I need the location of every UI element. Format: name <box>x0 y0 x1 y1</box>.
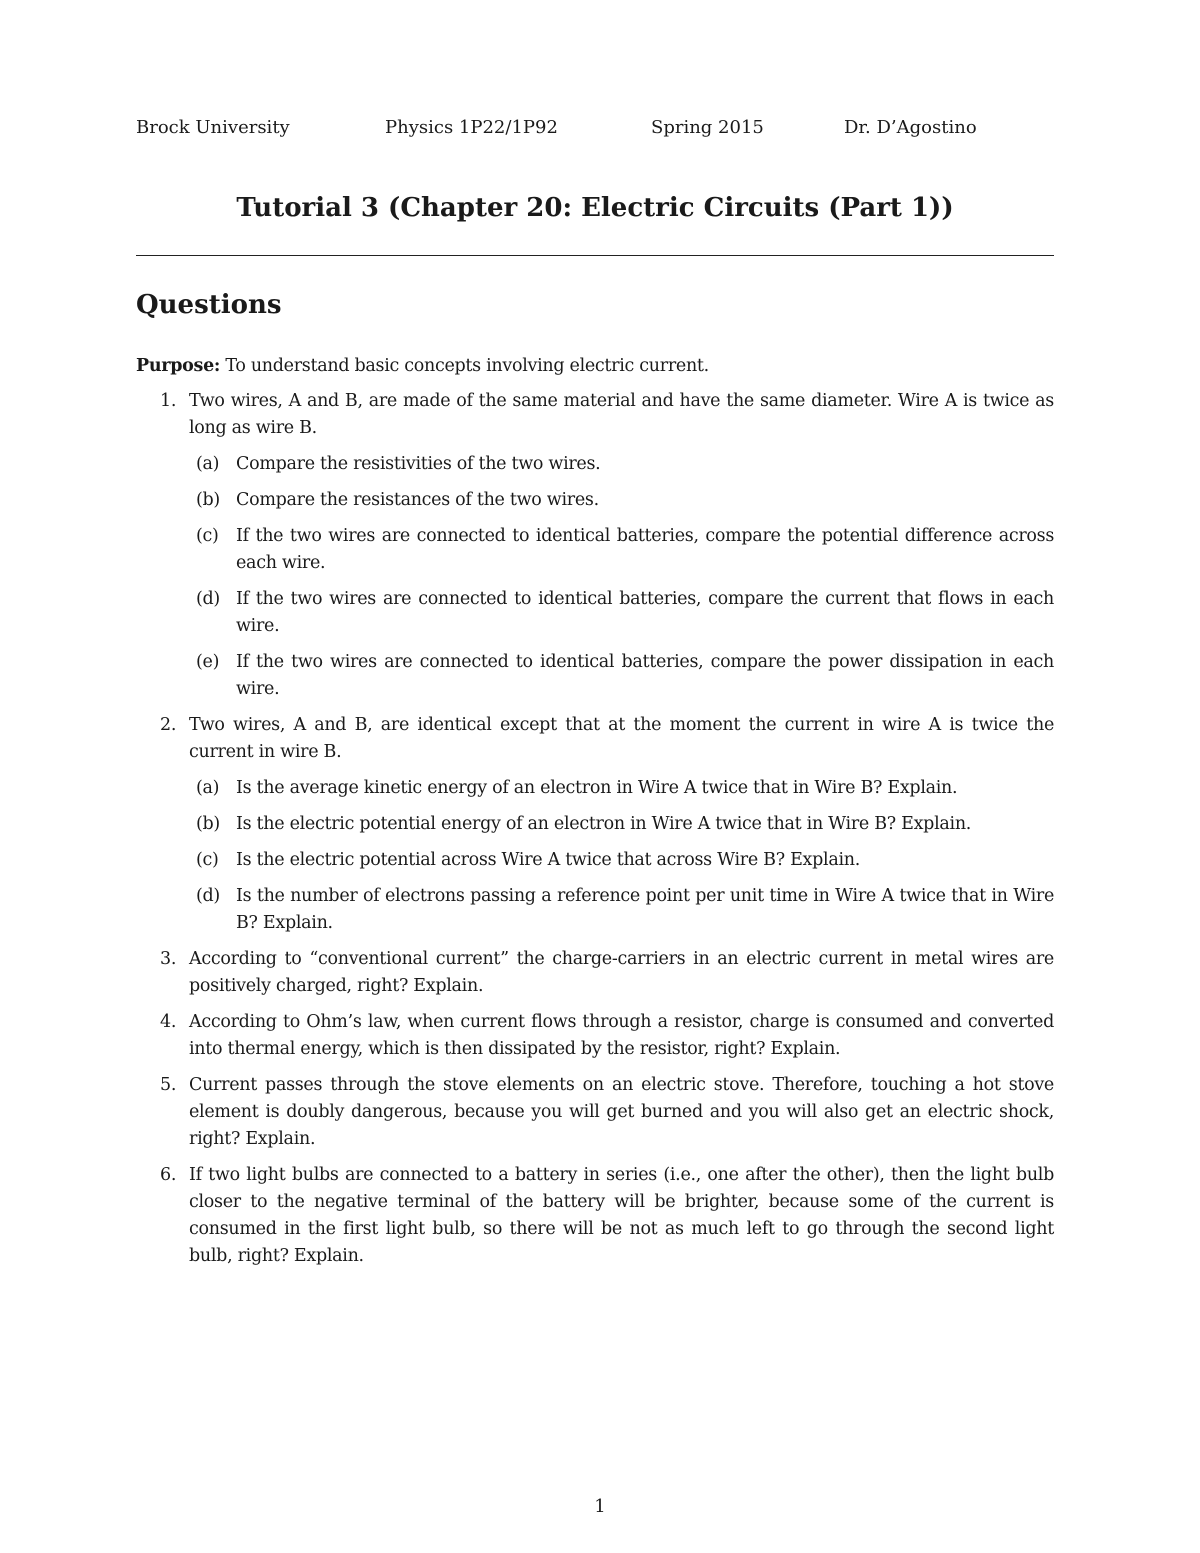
question-list <box>136 388 1054 1270</box>
question-parts <box>189 451 1054 703</box>
part-label: (d) <box>196 886 220 906</box>
purpose-text: To understand basic concepts involving electric current. <box>225 356 709 376</box>
question-part <box>189 649 1054 703</box>
page-header <box>136 117 1056 143</box>
part-text: Compare the resistivities of the two wires. <box>236 454 601 474</box>
section-heading: Questions <box>136 290 282 320</box>
question-text: If two light bulbs are connected to a battery in series (i.e., one after the other), then the light bulb closer to the negative terminal of the battery will be brighter, because some of the current is consumed in the first light bulb, so there will be not as much left to go through the second light bulb, right? Explain. <box>189 1165 1054 1266</box>
part-text: Compare the resistances of the two wires. <box>236 490 599 510</box>
part-label: (a) <box>196 454 220 474</box>
part-label: (c) <box>196 850 219 870</box>
question-item <box>136 1162 1054 1270</box>
question-part <box>189 586 1054 640</box>
header-instructor: Dr. D’Agostino <box>844 117 977 138</box>
question-number: 6. <box>160 1165 177 1185</box>
part-label: (d) <box>196 589 220 609</box>
purpose-label: Purpose: <box>136 356 221 376</box>
header-term: Spring 2015 <box>651 117 764 138</box>
part-label: (b) <box>196 490 220 510</box>
part-text: Is the electric potential across Wire A twice that across Wire B? Explain. <box>236 850 860 870</box>
question-number: 1. <box>160 391 177 411</box>
question-part <box>189 883 1054 937</box>
question-part <box>189 487 1054 514</box>
part-text: Is the electric potential energy of an electron in Wire A twice that in Wire B? Explain. <box>236 814 972 834</box>
question-text: Two wires, A and B, are made of the same material and have the same diameter. Wire A is twice as long as wire B. <box>189 391 1054 438</box>
question-item <box>136 388 1054 703</box>
question-part <box>189 451 1054 478</box>
part-label: (c) <box>196 526 219 546</box>
question-text: Two wires, A and B, are identical except that at the moment the current in wire A is twice the current in wire B. <box>189 715 1054 762</box>
page-number: 1 <box>594 1496 606 1517</box>
part-text: Is the average kinetic energy of an electron in Wire A twice that in Wire B? Explain. <box>236 778 958 798</box>
question-item <box>136 946 1054 1000</box>
question-number: 2. <box>160 715 177 735</box>
question-number: 5. <box>160 1075 177 1095</box>
question-part <box>189 775 1054 802</box>
purpose-statement <box>136 353 1054 380</box>
question-text: According to Ohm’s law, when current flows through a resistor, charge is consumed and converted into thermal energy, which is then dissipated by the resistor, right? Explain. <box>189 1012 1054 1059</box>
question-number: 3. <box>160 949 177 969</box>
part-label: (b) <box>196 814 220 834</box>
part-text: If the two wires are connected to identical batteries, compare the potential difference across each wire. <box>236 526 1054 573</box>
header-course: Physics 1P22/1P92 <box>385 117 558 138</box>
question-item <box>136 1072 1054 1153</box>
question-part <box>189 847 1054 874</box>
header-university: Brock University <box>136 117 290 138</box>
question-number: 4. <box>160 1012 177 1032</box>
question-parts <box>189 775 1054 937</box>
part-text: Is the number of electrons passing a reference point per unit time in Wire A twice that in Wire B? Explain. <box>236 886 1054 933</box>
questions-content <box>136 353 1054 1279</box>
question-text: According to “conventional current” the charge-carriers in an electric current in metal wires are positively charged, right? Explain. <box>189 949 1054 996</box>
title-divider <box>136 255 1054 256</box>
question-part <box>189 811 1054 838</box>
part-text: If the two wires are connected to identical batteries, compare the power dissipation in each wire. <box>236 652 1054 699</box>
question-text: Current passes through the stove elements on an electric stove. Therefore, touching a hot stove element is doubly dangerous, because you will get burned and you will also get an electric shock, right? Explain. <box>189 1075 1054 1149</box>
page-title: Tutorial 3 (Chapter 20: Electric Circuits (Part 1)) <box>236 193 954 223</box>
question-item <box>136 1009 1054 1063</box>
part-label: (a) <box>196 778 220 798</box>
question-item <box>136 712 1054 937</box>
part-label: (e) <box>196 652 220 672</box>
part-text: If the two wires are connected to identical batteries, compare the current that flows in each wire. <box>236 589 1054 636</box>
question-part <box>189 523 1054 577</box>
